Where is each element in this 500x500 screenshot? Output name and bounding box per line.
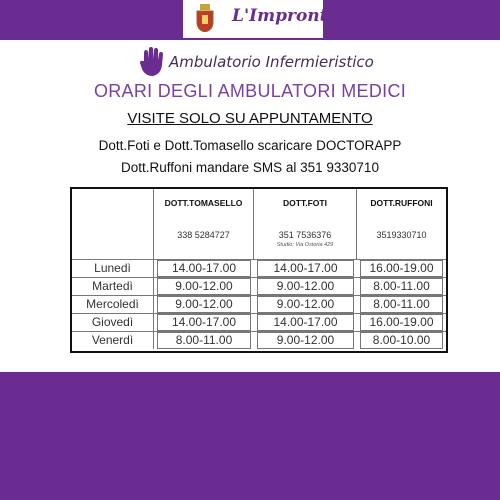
doctor-phone: 338 5284727	[177, 230, 230, 240]
day-label: Lunedì	[72, 260, 154, 277]
time-slot: 14.00-17.00	[154, 260, 254, 277]
day-label: Mercoledì	[72, 296, 154, 313]
time-slot: 8.00-11.00	[154, 332, 254, 349]
table-row	[72, 295, 446, 313]
bottom-banner	[0, 372, 500, 500]
app-instructions: Dott.Foti e Dott.Tomasello scaricare DOCTORAPP	[98, 138, 402, 153]
day-label: Giovedì	[72, 314, 154, 331]
time-slot: 9.00-12.00	[254, 332, 357, 349]
schedule-table	[70, 187, 448, 353]
time-slot: 8.00-11.00	[357, 296, 446, 313]
time-slot: 14.00-17.00	[254, 260, 357, 277]
time-slot: 9.00-12.00	[154, 296, 254, 313]
appointment-notice: VISITE SOLO SU APPUNTAMENTO	[127, 110, 373, 127]
doctor-header-foti	[254, 189, 357, 259]
table-row	[72, 277, 446, 295]
time-slot: 9.00-12.00	[154, 278, 254, 295]
doctor-header-tomasello	[154, 189, 254, 259]
municipal-crest-icon	[196, 4, 214, 32]
sms-instructions: Dott.Ruffoni mandare SMS al 351 9330710	[121, 160, 379, 175]
time-slot: 16.00-19.00	[357, 314, 446, 331]
time-slot: 14.00-17.00	[254, 314, 357, 331]
page-title: ORARI DEGLI AMBULATORI MEDICI	[93, 81, 407, 101]
table-row	[72, 331, 446, 349]
time-slot: 9.00-12.00	[254, 278, 357, 295]
time-slot: 8.00-11.00	[357, 278, 446, 295]
time-slot: 14.00-17.00	[154, 314, 254, 331]
doctor-name: DOTT.RUFFONI	[370, 198, 433, 208]
hand-logo-icon	[140, 47, 164, 77]
doctor-phone: 3519330710	[376, 230, 427, 240]
doctor-name: DOTT.FOTI	[283, 198, 327, 208]
doctor-phone: 351 7536376	[278, 230, 332, 240]
logo-text: L'Impronta	[232, 6, 339, 26]
doctor-name: DOTT.TOMASELLO	[164, 198, 243, 208]
brand-subtitle: Ambulatorio Infermieristico	[169, 53, 374, 71]
table-row	[72, 259, 446, 277]
header-empty-cell	[72, 189, 154, 259]
time-slot: 9.00-12.00	[254, 296, 357, 313]
table-row	[72, 313, 446, 331]
day-label: Martedì	[72, 278, 154, 295]
time-slot: 8.00-10.00	[357, 332, 446, 349]
doctor-studio-address: Studio: Via Ostoria 429	[276, 242, 334, 248]
day-label: Venerdì	[72, 332, 154, 349]
time-slot: 16.00-19.00	[357, 260, 446, 277]
doctor-header-ruffoni	[357, 189, 446, 259]
